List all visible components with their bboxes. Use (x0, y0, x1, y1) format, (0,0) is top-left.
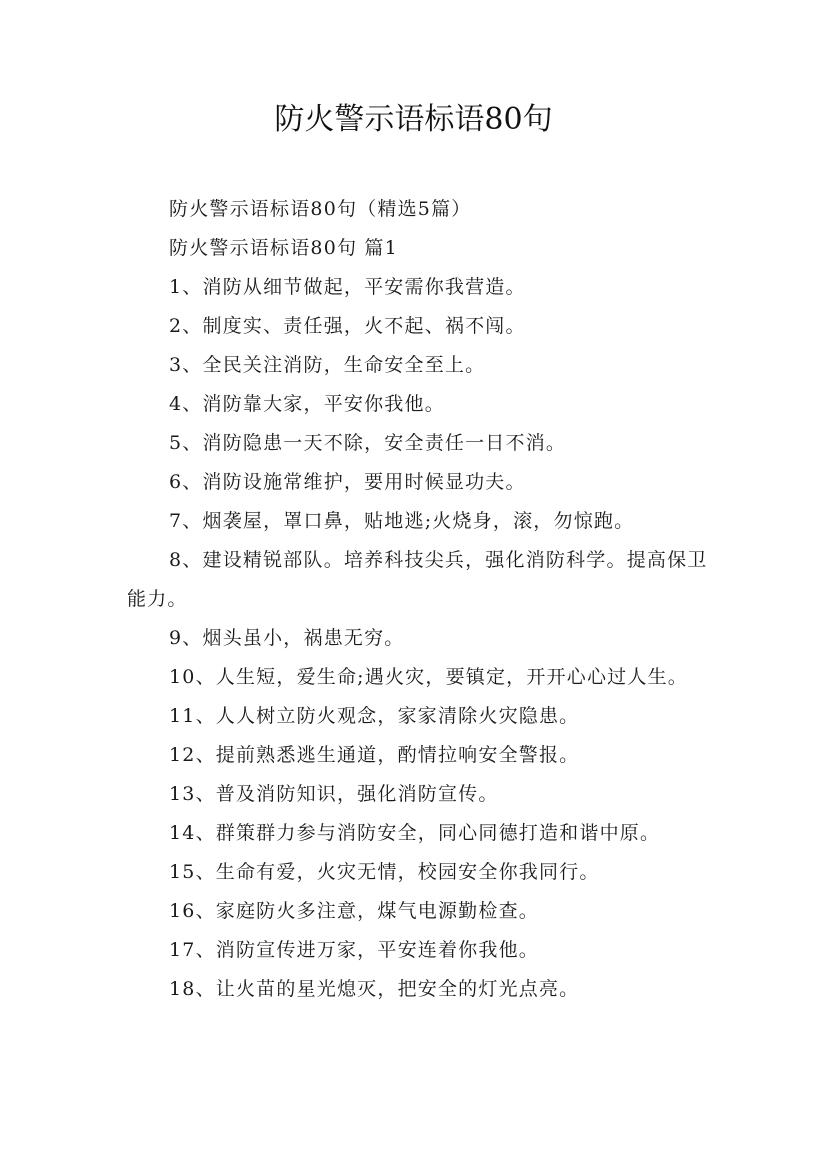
slogan-item: 16、家庭防火多注意，煤气电源勤检查。 (169, 900, 539, 922)
slogan-item: 5、消防隐患一天不除，安全责任一日不消。 (169, 432, 567, 454)
document-title: 防火警示语标语80句 (274, 102, 553, 137)
slogan-item: 13、普及消防知识，强化消防宣传。 (169, 783, 499, 805)
paragraph-section-heading: 防火警示语标语80句 篇1 (169, 237, 398, 259)
slogan-item: 10、人生短，爱生命;遇火灾，要镇定，开开心心过人生。 (169, 666, 688, 688)
slogan-item: 3、全民关注消防，生命安全至上。 (169, 354, 486, 376)
paragraph-subtitle: 防火警示语标语80句（精选5篇） (169, 198, 472, 220)
slogan-item: 17、消防宣传进万家，平安连着你我他。 (169, 939, 539, 961)
slogan-item: 2、制度实、责任强，火不起、祸不闯。 (169, 315, 526, 337)
slogan-item: 11、人人树立防火观念，家家清除火灾隐患。 (169, 705, 580, 727)
slogan-item: 1、消防从细节做起，平安需你我营造。 (169, 276, 526, 298)
slogan-item: 18、让火苗的星光熄灭，把安全的灯光点亮。 (169, 978, 580, 1000)
slogan-item: 4、消防靠大家，平安你我他。 (169, 393, 445, 415)
slogan-item: 9、烟头虽小，祸患无穷。 (169, 627, 405, 649)
slogan-item: 15、生命有爱，火灾无情，校园安全你我同行。 (169, 861, 600, 883)
slogan-item: 12、提前熟悉逃生通道，酌情拉响安全警报。 (169, 744, 580, 766)
slogan-item: 7、烟袭屋，罩口鼻，贴地逃;火烧身，滚，勿惊跑。 (169, 510, 635, 532)
document-body (127, 190, 712, 1009)
slogan-item: 14、群策群力参与消防安全，同心同德打造和谐中原。 (169, 822, 661, 844)
slogan-item: 6、消防设施常维护，要用时候显功夫。 (169, 471, 526, 493)
slogan-item: 8、建设精锐部队。培养科技尖兵，强化消防科学。提高保卫能力。 (127, 549, 708, 610)
